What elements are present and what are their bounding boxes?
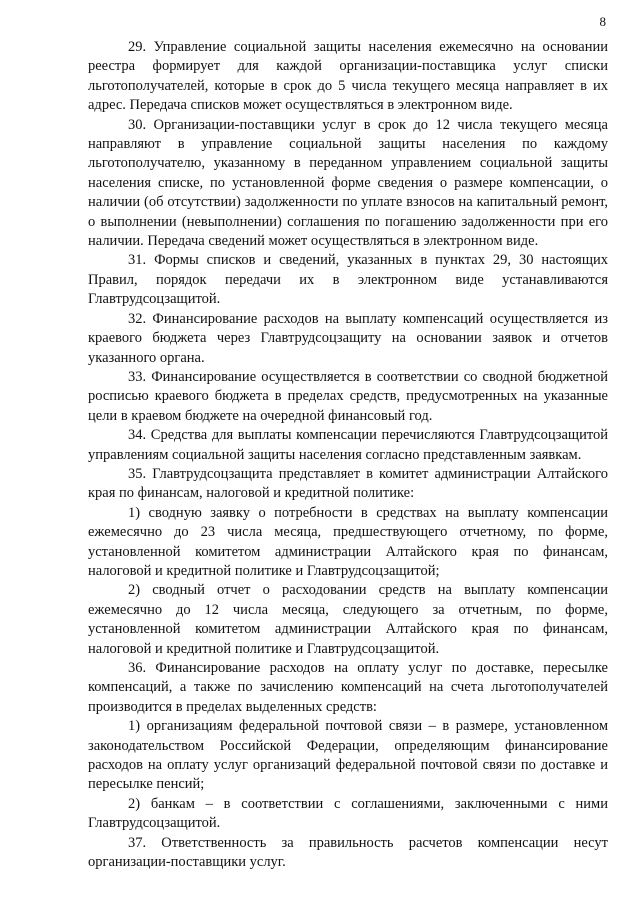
paragraph-33: 33. Финансирование осуществляется в соответствии со сводной бюджетной росписью краевого бюджета в пределах средств, предусмотренных на указанные цели в краевом бюджете на очередной финансовый год.: [88, 368, 608, 424]
paragraph-35-item-2: 2) сводный отчет о расходовании средств на выплату компенсации ежемесячно до 12 числа месяца, следующего за отчетным, по форме, установленной комитетом администрации Алтайского края по финансам, налоговой и кредитной политике и Главтрудсоцзащитой.: [88, 582, 608, 657]
paragraph-31: 31. Формы списков и сведений, указанных в пунктах 29, 30 настоящих Правил, порядок передачи их в электронном виде устанавливаются Главтрудсоцзащитой.: [88, 252, 608, 308]
paragraph-35-item-1: 1) сводную заявку о потребности в средствах на выплату компенсации ежемесячно до 23 числа месяца, предшествующего отчетному, по форме, установленной комитетом администрации Алтайского края по финансам, налоговой и кредитной политике и Главтрудсоцзащитой;: [88, 504, 608, 579]
paragraph-30: 30. Организации-поставщики услуг в срок до 12 числа текущего месяца направляют в управление социальной защиты населения по каждому льготополучателю, указанному в переданном управлением социальной защиты населения списке, по установленной форме сведения о размере компенсации, о наличии (об отсутствии) задолженности по уплате взносов на капитальный ремонт, о выполнении (невыполнении) соглашения по погашению задолженности при его наличии. Передача сведений может осуществляться в электронном виде.: [88, 116, 608, 250]
paragraph-35: 35. Главтрудсоцзащита представляет в комитет администрации Алтайского края по финансам, налоговой и кредитной политике:: [88, 465, 608, 502]
paragraph-29: 29. Управление социальной защиты населения ежемесячно на основании реестра формирует для каждой организации-поставщика услуг списки льготополучателей, которые в срок до 5 числа текущего месяца направляет в их адрес. Передача списков может осуществляться в электронном виде.: [88, 39, 608, 114]
paragraph-36-item-1: 1) организациям федеральной почтовой связи – в размере, установленном законодательством Российской Федерации, определяющим финансирование расходов на оплату услуг организаций федеральной почтовой связи по доставке и пересылке пенсий;: [88, 718, 608, 793]
paragraph-36-item-2: 2) банкам – в соответствии с соглашениями, заключенными с ними Главтрудсоцзащитой.: [88, 795, 608, 832]
paragraph-36: 36. Финансирование расходов на оплату услуг по доставке, пересылке компенсаций, а также по зачислению компенсаций на счета льготополучателей производится в пределах выделенных средств:: [88, 660, 608, 715]
paragraph-37: 37. Ответственность за правильность расчетов компенсации несут организации-поставщики услуг.: [88, 834, 608, 871]
document-body: [88, 38, 608, 872]
paragraph-34: 34. Средства для выплаты компенсации перечисляются Главтрудсоцзащитой управлениям социальной защиты населения согласно представленным заявкам.: [88, 427, 608, 463]
page-number: 8: [599, 14, 606, 29]
paragraph-32: 32. Финансирование расходов на выплату компенсаций осуществляется из краевого бюджета через Главтрудсоцзащиту на основании заявок и отчетов указанного органа.: [88, 310, 608, 366]
